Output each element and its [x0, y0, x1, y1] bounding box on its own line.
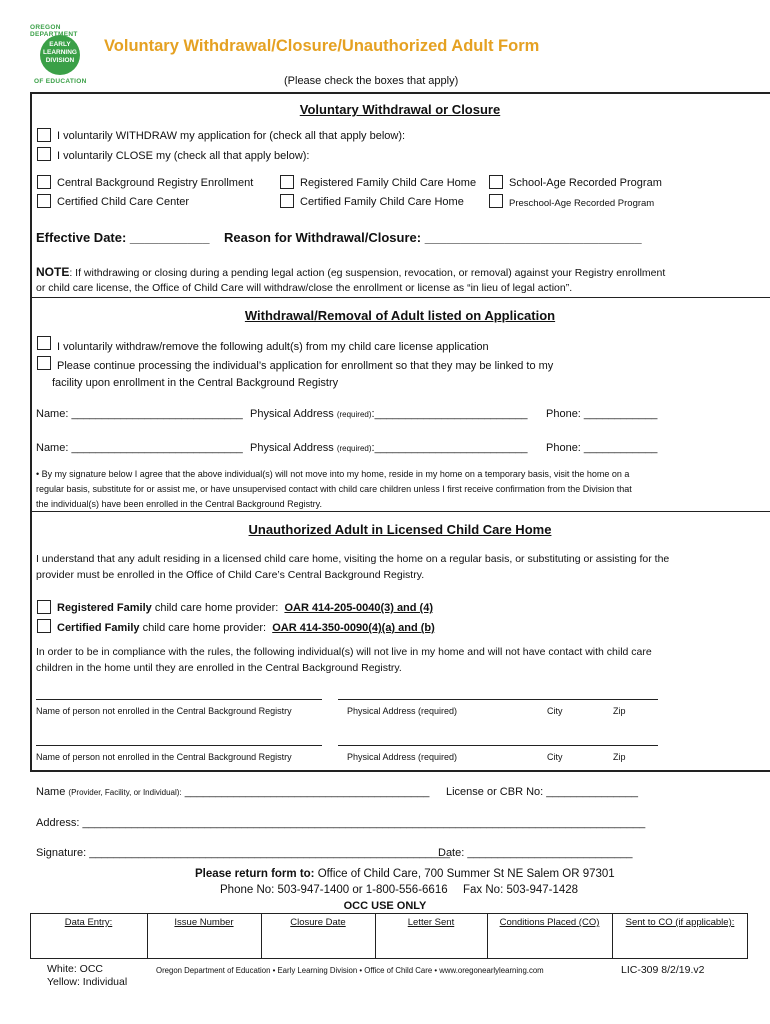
return-address-text: Office of Child Care, 700 Summer St NE Salem OR 97301: [314, 868, 615, 880]
withdraw-checkbox[interactable]: [37, 128, 51, 142]
registered-family-text: child care home provider:: [151, 602, 285, 614]
unenrolled-address-caption-1: Physical Address (required): [347, 706, 458, 716]
registered-family-label: [57, 602, 433, 614]
note-text-1: : If withdrawing or closing during a pending legal action (eg suspension, revocation, or removal) against your Registry enrollment: [69, 267, 666, 279]
unenrolled-city-caption-1: City: [547, 706, 563, 716]
copy-yellow: Yellow: Individual: [47, 976, 128, 988]
section3-paragraph-1b: provider must be enrolled in the Office of Child Care’s Central Background Registry.: [36, 569, 425, 581]
unenrolled-name-line-1[interactable]: [36, 699, 322, 700]
logo-line-2: LEARNING: [43, 49, 77, 56]
sarp-checkbox[interactable]: [489, 175, 503, 189]
adult-2-address-field[interactable]: [250, 442, 528, 454]
unenrolled-address-line-1[interactable]: [338, 699, 658, 700]
signature-agreement-1: • By my signature below I agree that the above individual(s) will not move into my home, reside in my home on a temporary basis, visit the home on a: [36, 469, 630, 479]
footer-agency: Oregon Department of Education • Early Learning Division • Office of Child Care • www.oregonearlylearning.com: [156, 966, 544, 975]
logo-ring-top: OREGON DEPARTMENT: [30, 24, 78, 38]
certified-family-checkbox[interactable]: [37, 619, 51, 633]
cfch-label: Certified Family Child Care Home: [300, 196, 464, 208]
section3-paragraph-2b: children in the home until they are enrolled in the Central Background Registry.: [36, 662, 402, 674]
adult-1-address-field[interactable]: [250, 408, 528, 420]
registered-family-checkbox[interactable]: [37, 600, 51, 614]
return-fax: Fax No: 503-947-1428: [463, 884, 579, 896]
license-field[interactable]: License or CBR No: _______________: [446, 786, 639, 798]
close-label: I voluntarily CLOSE my (check all that apply below):: [57, 150, 310, 162]
signature-agreement-3: the individual(s) have been enrolled in the Central Background Registry.: [36, 499, 322, 509]
return-phone: Phone No: 503-947-1400 or 1-800-556-6616: [220, 884, 448, 896]
unenrolled-address-line-2[interactable]: [338, 745, 658, 746]
required-hint: (required): [336, 410, 372, 419]
reason-field[interactable]: Reason for Withdrawal/Closure: ______________________________: [224, 230, 642, 245]
occ-col-data-entry: Data Entry:: [64, 917, 113, 928]
logo: [26, 24, 98, 86]
occ-col-conditions: Conditions Placed (CO): [499, 917, 600, 928]
provider-name-hint: (Provider, Facility, or Individual):: [68, 788, 182, 797]
unenrolled-name-line-2[interactable]: [36, 745, 322, 746]
section-divider-1: [30, 297, 770, 298]
logo-text: [40, 41, 80, 65]
provider-name-field[interactable]: [36, 786, 429, 798]
address-field[interactable]: Address: ____________________________________________________________________________________________: [36, 817, 646, 829]
adult-2-phone-field[interactable]: Phone: ____________: [546, 442, 658, 454]
occ-use-only: OCC USE ONLY: [343, 900, 427, 912]
effective-date-field[interactable]: Effective Date: ___________: [36, 230, 210, 245]
note-label: NOTE: [36, 265, 70, 279]
occ-col-sent-to-co: Sent to CO (if applicable):: [625, 917, 735, 928]
adult-1-phone-field[interactable]: Phone: ____________: [546, 408, 658, 420]
unenrolled-city-caption-2: City: [547, 752, 563, 762]
occ-col-letter-sent: Letter Sent: [407, 917, 455, 928]
rfch-checkbox[interactable]: [280, 175, 294, 189]
section3-paragraph-2: In order to be in compliance with the rules, the following individual(s) will not live in my home and will not have contact with child care: [36, 646, 652, 658]
logo-line-3: DIVISION: [45, 57, 75, 64]
provider-name-label: Name: [36, 786, 66, 798]
unenrolled-zip-caption-1: Zip: [613, 706, 626, 716]
page-subtitle: (Please check the boxes that apply): [284, 75, 459, 87]
return-label: Please return form to:: [195, 868, 315, 880]
continue-processing-checkbox[interactable]: [37, 356, 51, 370]
prp-label: Preschool-Age Recorded Program: [509, 198, 655, 209]
unenrolled-zip-caption-2: Zip: [613, 752, 626, 762]
registered-family-bold: Registered Family: [57, 602, 152, 614]
note-line-2: or child care license, the Office of Child Care will withdraw/close the enrollment or license as “in lieu of legal action”.: [36, 282, 573, 294]
date-field[interactable]: Date: ___________________________: [438, 847, 633, 859]
section1-heading: Voluntary Withdrawal or Closure: [299, 102, 501, 117]
form-id: LIC-309 8/2/19.v2: [621, 964, 705, 976]
sarp-label: School-Age Recorded Program: [509, 177, 662, 189]
note-line-1: [36, 265, 665, 279]
unenrolled-address-caption-2: Physical Address (required): [347, 752, 458, 762]
ccc-label: Certified Child Care Center: [57, 196, 190, 208]
address-line: :_________________________: [371, 442, 528, 454]
continue-processing-label-2: facility upon enrollment in the Central Background Registry: [52, 377, 339, 389]
section3-paragraph-1: I understand that any adult residing in a licensed child care home, visiting the home on a regular basis, or substituting or assisting for the: [36, 553, 670, 565]
required-hint: (required): [336, 444, 372, 453]
withdraw-adult-checkbox[interactable]: [37, 336, 51, 350]
rfch-label: Registered Family Child Care Home: [300, 177, 477, 189]
logo-line-1: EARLY: [49, 41, 71, 48]
adult-1-name-field[interactable]: Name: ____________________________: [36, 408, 243, 420]
signature-agreement-2: regular basis, substitute for or assist me, or have unsupervised contact with child care children unless I first receive confirmation from the Division that: [36, 484, 632, 494]
copy-white: White: OCC: [47, 963, 104, 975]
occ-col-closure-date: Closure Date: [290, 917, 346, 928]
cbr-checkbox[interactable]: [37, 175, 51, 189]
ccc-checkbox[interactable]: [37, 194, 51, 208]
unenrolled-name-caption-1: Name of person not enrolled in the Central Background Registry: [36, 706, 292, 716]
certified-family-label: [57, 622, 435, 634]
return-address: [195, 868, 615, 880]
withdraw-adult-label: I voluntarily withdraw/remove the following adult(s) from my child care license application: [57, 341, 489, 353]
adult-2-name-field[interactable]: Name: ____________________________: [36, 442, 243, 454]
close-checkbox[interactable]: [37, 147, 51, 161]
address-label: Physical Address: [250, 408, 334, 420]
page-title: Voluntary Withdrawal/Closure/Unauthorized Adult Form: [104, 37, 540, 55]
section2-heading: Withdrawal/Removal of Adult listed on Application: [244, 308, 556, 323]
unenrolled-name-caption-2: Name of person not enrolled in the Central Background Registry: [36, 752, 292, 762]
certified-family-text: child care home provider:: [139, 622, 273, 634]
certified-family-oar: OAR 414-350-0090(4)(a) and (b): [272, 622, 435, 634]
logo-ring-bottom: OF EDUCATION: [34, 78, 87, 85]
prp-checkbox[interactable]: [489, 194, 503, 208]
cfch-checkbox[interactable]: [280, 194, 294, 208]
withdraw-label: I voluntarily WITHDRAW my application for (check all that apply below):: [57, 130, 406, 142]
signature-field[interactable]: Signature: ___________________________________________________________: [36, 847, 451, 859]
section3-heading: Unauthorized Adult in Licensed Child Care Home: [248, 522, 552, 537]
provider-name-line: ________________________________________: [184, 786, 430, 798]
certified-family-bold: Certified Family: [57, 622, 140, 634]
occ-col-issue-number: Issue Number: [174, 917, 234, 928]
section-divider-2: [30, 511, 770, 512]
cbr-label: Central Background Registry Enrollment: [57, 177, 254, 189]
address-label: Physical Address: [250, 442, 334, 454]
registered-family-oar: OAR 414-205-0040(3) and (4): [284, 602, 433, 614]
continue-processing-label: Please continue processing the individual’s application for enrollment so that they may be linked to my: [57, 360, 554, 372]
address-line: :_________________________: [371, 408, 528, 420]
